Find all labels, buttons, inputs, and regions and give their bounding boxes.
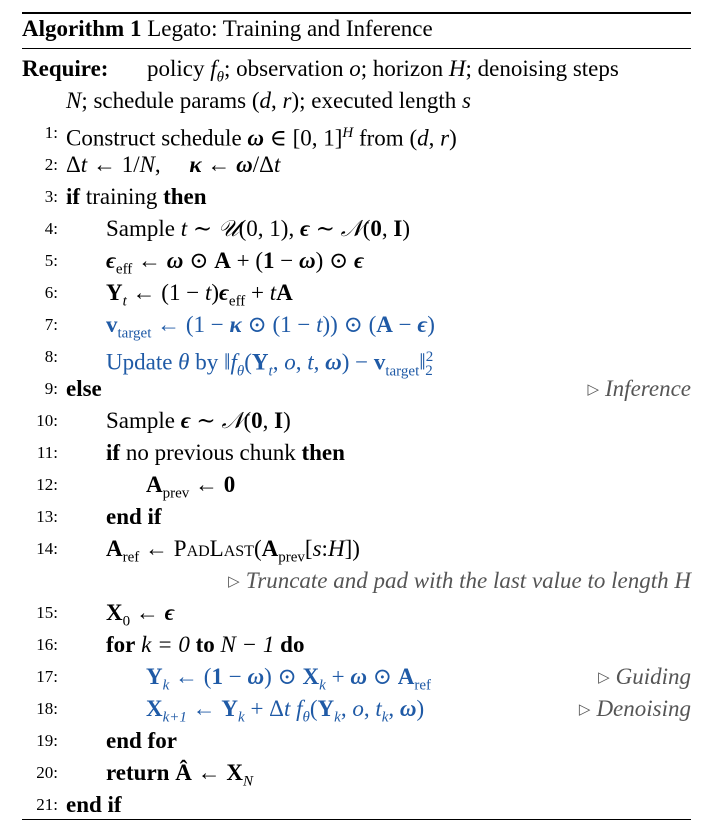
caption-title: Legato: Training and Inference <box>147 16 433 41</box>
algo-line-16: 16: for k = 0 to N − 1 do <box>36 632 305 657</box>
algo-line-9: 9: else ▷ Inference <box>22 373 691 405</box>
require-line-1 <box>22 53 691 85</box>
require-line-2 <box>22 85 691 117</box>
algo-line-15: 15: $X_0$ ← ϵ <box>36 600 175 630</box>
comment-guiding: ▷ Guiding <box>598 664 691 689</box>
algo-line-17: 17: $Y_k$ ← (1 − ω) ⊙ $X_k + \omega$ ⊙ $A_{ref}$ ▷ Guiding <box>22 661 691 693</box>
comment-truncate: ▷ Truncate and pad with the last value to length H <box>228 568 691 593</box>
algo-line-19: 19: end for <box>36 728 177 753</box>
algo-line-14: 14: $A_{ref}$ ← $PadLast(A_{prev}[s:H])$ <box>36 536 360 566</box>
algo-line-11: 11: if no previous chunk then <box>36 440 345 465</box>
caption-label: Algorithm 1 <box>22 16 142 41</box>
algo-line-5: 5: $\epsilon_{eff}$ ← ω ⊙ A + (1 − ω) ⊙ ϵ <box>44 248 364 278</box>
comment-inference: ▷ Inference <box>587 376 691 401</box>
top-rule <box>22 12 691 14</box>
algo-line-8: 8: Update θ by $‖f_\theta(Y_t$, o, t, $\omega) - v_{target}‖^2_2$ <box>44 347 434 380</box>
comment-denoising: ▷ Denoising <box>578 696 691 721</box>
algorithm-caption <box>22 16 433 42</box>
caption-rule <box>22 48 691 49</box>
algo-line-1: 1: Construct schedule ω ∈ [0, 1]$^H$ from (d, r) <box>44 123 457 151</box>
algo-line-7: 7: $v_{target}$ ← (1 − κ ⊙ (1 − t)) ⊙ (A − ϵ) <box>44 312 435 342</box>
algo-line-10: 10: Sample ϵ ∼ 𝒩(0, I) <box>36 408 291 433</box>
require-keyword: Require: <box>22 56 109 81</box>
algo-line-4: 4: Sample t ∼ 𝒰(0, 1), ϵ ∼ 𝒩(0, I) <box>44 216 410 241</box>
algo-line-14-comment <box>22 565 691 597</box>
algo-line-12: 12: $A_{prev}$ ← 0 <box>36 472 236 502</box>
algo-line-21: 21: end if <box>36 792 122 817</box>
algo-line-18: 18: $X_{k+1}$ ← $Y_k + \Delta t$ $f_\theta(Y_k$, o, $t_k$, ω) ▷ Denoising <box>22 693 691 725</box>
bottom-rule <box>22 819 691 820</box>
algo-line-20: 20: return Â ← $X_N$ <box>36 760 253 790</box>
algo-line-13: 13: end if <box>36 504 162 529</box>
require-text-2: N; schedule params (d, r); executed length s <box>66 88 471 113</box>
algo-line-2: 2: Δt ← 1/N, κ ← ω/Δt <box>44 152 281 177</box>
algo-line-3: 3: if training then <box>44 184 207 209</box>
algo-line-6: 6: $Y_t$ ← $(1 - t)\epsilon_{eff}$ + tA <box>44 280 293 310</box>
require-text-1: policy $f_\theta$; observation o; horizon H; denoising steps <box>147 56 619 86</box>
